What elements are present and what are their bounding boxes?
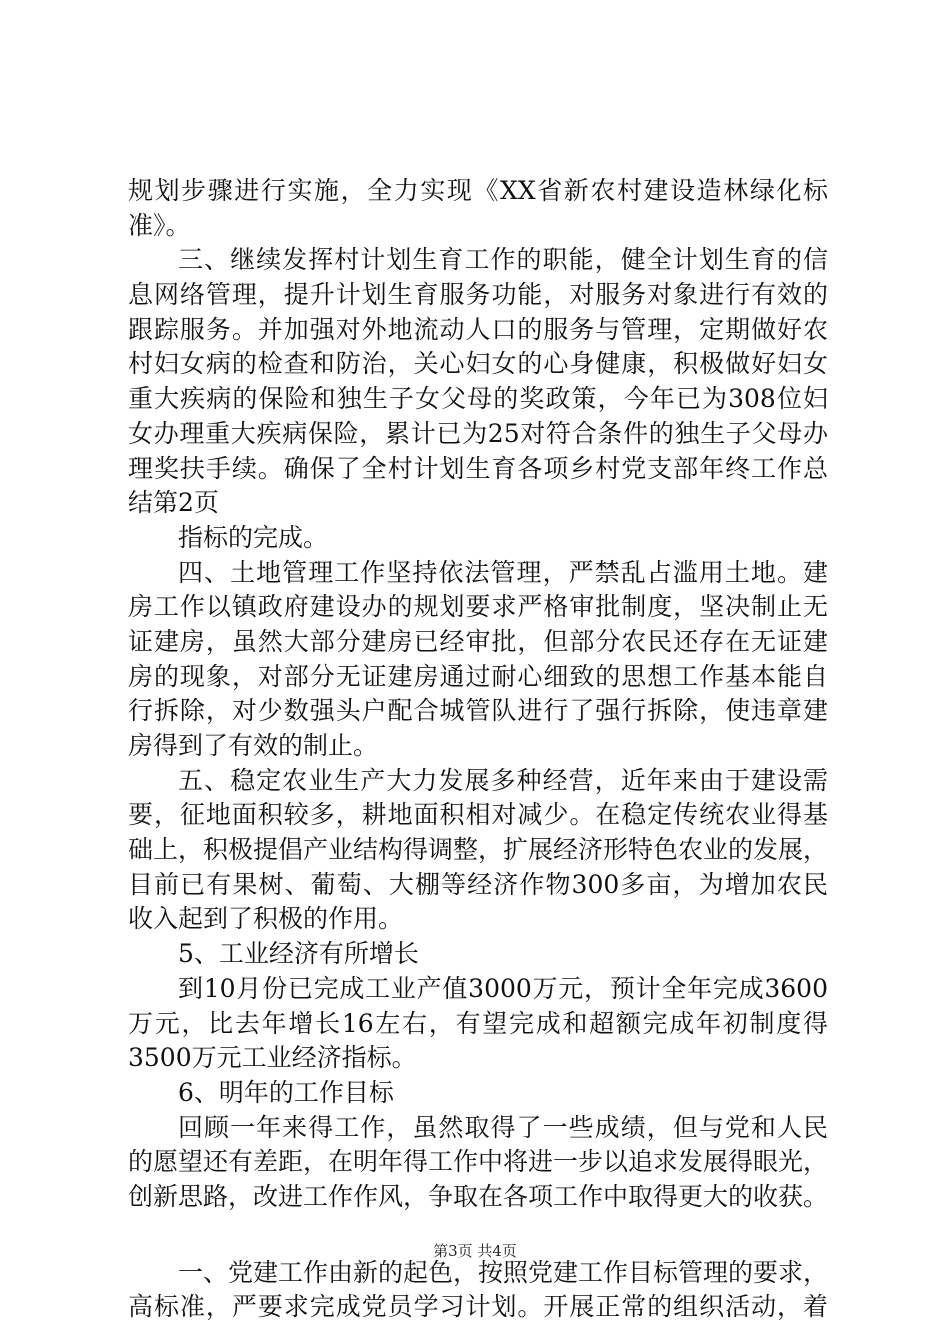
text-line: 高标准，严要求完成党员学习计划。开展正常的组织活动，着 [128, 1292, 828, 1322]
text-line: 指标的完成。 [178, 522, 329, 552]
text-line: 要，征地面积较多，耕地面积相对减少。在稳定传统农业得基 [128, 800, 828, 830]
text-line: 创新思路，改进工作作风，争取在各项工作中取得更大的收获。 [128, 1181, 828, 1211]
text-line: 回顾一年来得工作，虽然取得了一些成绩，但与党和人民 [178, 1112, 828, 1142]
text-line: 房的现象，对部分无证建房通过耐心细致的思想工作基本能自 [128, 661, 828, 691]
text-line: 一、党建工作由新的起色，按照党建工作目标管理的要求， [178, 1257, 828, 1287]
text-line: 到10月份已完成工业产值3000万元，预计全年完成3600 [178, 973, 828, 1003]
text-line: 目前已有果树、葡萄、大棚等经济作物300多亩，为增加农民 [128, 869, 828, 899]
text-line: 准》。 [128, 210, 191, 240]
text-line: 房工作以镇政府建设办的规划要求严格审批制度，坚决制止无 [128, 592, 828, 622]
section-heading: 5、工业经济有所增长 [178, 939, 419, 969]
text-line: 四、土地管理工作坚持依法管理，严禁乱占滥用土地。建 [178, 557, 828, 587]
text-line: 五、稳定农业生产大力发展多种经营，近年来由于建设需 [178, 765, 828, 795]
document-body [128, 174, 828, 1325]
page-footer: 第3页 共4页 [433, 1242, 517, 1260]
text-line: 万元，比去年增长16左右，有望完成和超额完成年初制度得 [128, 1008, 828, 1038]
text-line: 跟踪服务。并加强对外地流动人口的服务与管理，定期做好农 [128, 314, 828, 344]
text-line: 结第2页 [128, 488, 219, 518]
text-line: 收入起到了积极的作用。 [128, 904, 404, 934]
text-line: 息网络管理，提升计划生育服务功能，对服务对象进行有效的 [128, 280, 828, 310]
text-line: 理奖扶手续。确保了全村计划生育各项乡村党支部年终工作总 [128, 453, 828, 483]
text-line: 3500万元工业经济指标。 [128, 1043, 417, 1073]
text-line: 的愿望还有差距，在明年得工作中将进一步以追求发展得眼光， [128, 1147, 828, 1177]
text-line: 房得到了有效的制止。 [128, 731, 379, 760]
text-line: 础上，积极提倡产业结构得调整，扩展经济形特色农业的发展， [128, 835, 828, 865]
text-line: 三、继续发挥村计划生育工作的职能，健全计划生育的信 [178, 245, 828, 275]
text-line: 证建房，虽然大部分建房已经审批，但部分农民还存在无证建 [128, 626, 828, 656]
text-line: 村妇女病的检查和防治，关心妇女的心身健康，积极做好妇女 [128, 349, 828, 379]
text-line: 女办理重大疾病保险，累计已为25对符合条件的独生子父母办 [128, 418, 828, 448]
text-line: 行拆除，对少数强头户配合城管队进行了强行拆除，使违章建 [128, 696, 828, 726]
section-heading: 6、明年的工作目标 [178, 1077, 394, 1107]
text-line: 规划步骤进行实施，全力实现《XX省新农村建设造林绿化标 [128, 176, 828, 205]
text-line: 重大疾病的保险和独生子女父母的奖政策，今年已为308位妇 [128, 384, 828, 414]
